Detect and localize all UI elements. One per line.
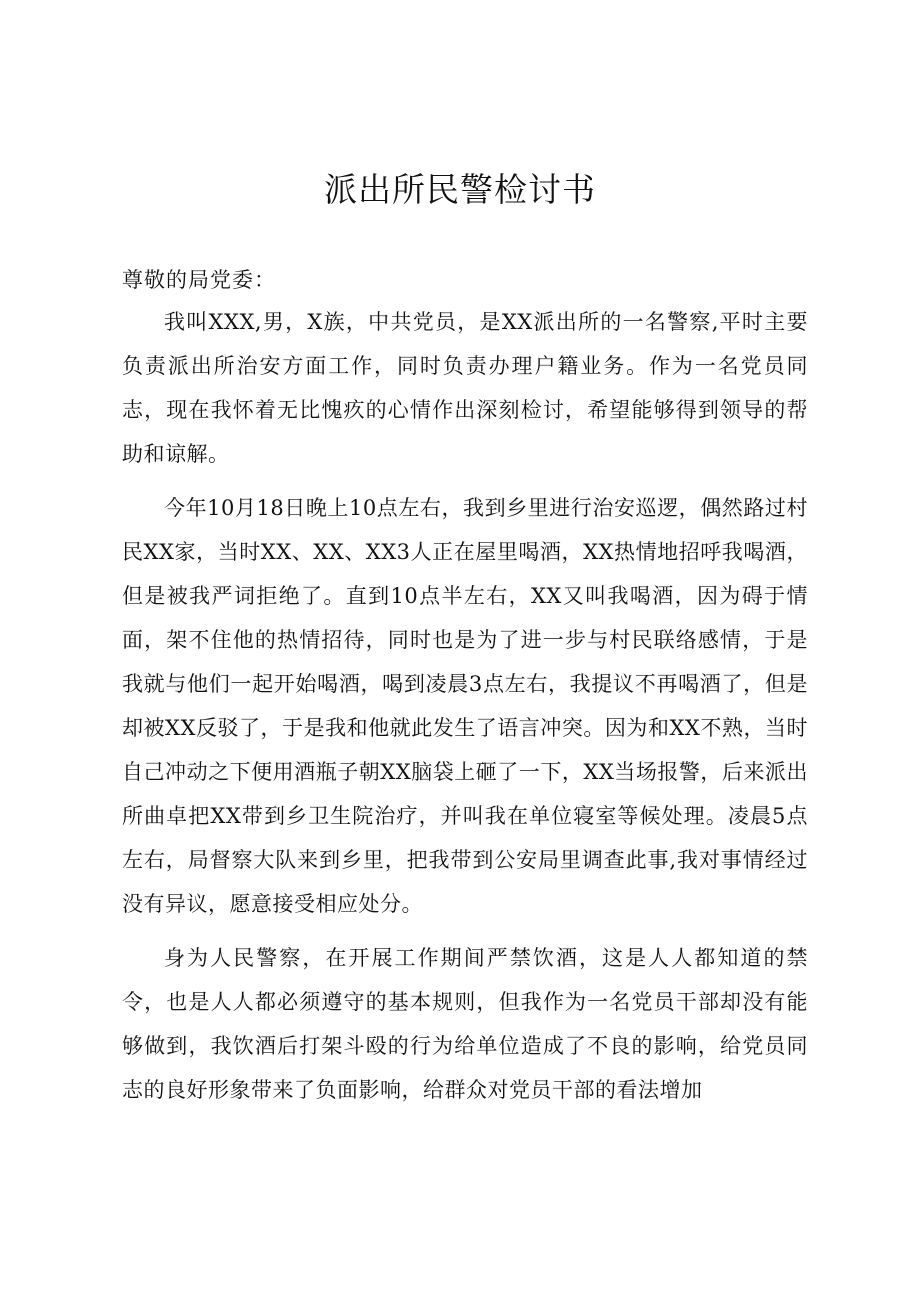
paragraph-1: 我叫XXX,男，X族，中共党员，是XX派出所的一名警察,平时主要负责派出所治安方面工作，同时负责办理户籍业务。作为一名党员同志，现在我怀着无比愧疚的心情作出深刻检讨，希望能够得到领导的帮助和谅解。 [122, 310, 808, 466]
paragraph-3: 身为人民警察，在开展工作期间严禁饮酒，这是人人都知道的禁令，也是人人都必须遵守的基本规则，但我作为一名党员干部却没有能够做到，我饮酒后打架斗殴的行为给单位造成了不良的影响，给党员同志的良好形象带来了负面影响，给群众对党员干部的看法增加 [122, 946, 808, 1102]
document-body [122, 260, 808, 1122]
document-title: 派出所民警检讨书 [324, 170, 596, 209]
salutation: 尊敬的局党委： [122, 268, 276, 292]
paragraph-2: 今年10月18日晚上10点左右，我到乡里进行治安巡逻，偶然路过村民XX家，当时XX、XX、XX3人正在屋里喝酒，XX热情地招呼我喝酒，但是被我严词拒绝了。直到10点半左右，XX又叫我喝酒，因为碍于情面，架不住他的热情招待，同时也是为了进一步与村民联络感情，于是我就与他们一起开始喝酒，喝到凌晨3点左右，我提议不再喝酒了，但是却被XX反驳了，于是我和他就此发生了语言冲突。因为和XX不熟，当时自己冲动之下便用酒瓶子朝XX脑袋上砸了一下，XX当场报警，后来派出所曲卓把XX带到乡卫生院治疗，并叫我在单位寝室等候处理。凌晨5点左右，局督察大队来到乡里，把我带到公安局里调查此事,我对事情经过没有异议，愿意接受相应处分。 [122, 496, 808, 916]
